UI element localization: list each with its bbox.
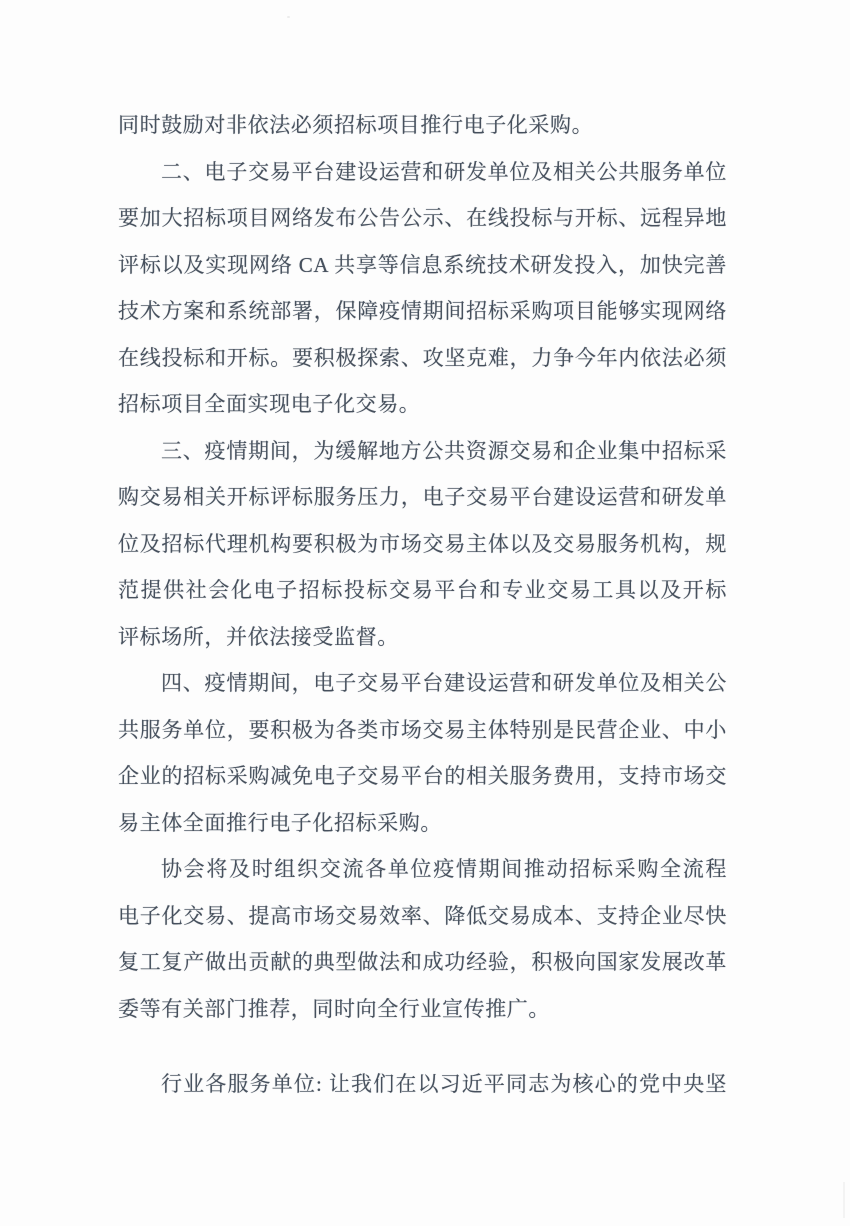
text-line: 电子化交易、提高市场交易效率、降低交易成本、支持企业尽快 [118,903,727,928]
text-line: 技术方案和系统部署，保障疫情期间招标采购项目能够实现网络 [118,299,727,323]
scan-artifact-streak [843,1182,845,1218]
text-line: 要加大招标项目网络发布公告公示、在线投标与开标、远程异地 [118,206,727,230]
text-line: 易主体全面推行电子化招标采购。 [118,810,442,835]
text-line: 范提供社会化电子招标投标交易平台和专业交易工具以及开标 [118,578,727,602]
text-line: 二、电子交易平台建设运营和研发单位及相关公共服务单位 [161,159,727,184]
text-line: 四、疫情期间，电子交易平台建设运营和研发单位及相关公 [161,671,727,695]
text-line: 委等有关部门推荐，同时向全行业宣传推广。 [118,996,550,1021]
document-body-text [118,102,727,1108]
text-line: 在线投标和开标。要积极探索、攻坚克难，力争今年内依法必须 [118,345,727,370]
text-line: 评标场所，并依法接受监督。 [118,624,399,649]
text-line: 招标项目全面实现电子化交易。 [118,392,421,416]
scan-artifact-dot [287,16,290,18]
text-line: 位及招标代理机构要积极为市场交易主体以及交易服务机构，规 [118,531,727,556]
text-line: 同时鼓励对非依法必须招标项目推行电子化采购。 [118,113,594,137]
text-line: 共服务单位，要积极为各类市场交易主体特别是民营企业、中小 [118,717,727,742]
text-line: 评标以及实现网络 CA 共享等信息系统技术研发投入，加快完善 [118,252,727,277]
text-line: 行业各服务单位: 让我们在以习近平同志为核心的党中央坚 [161,1072,727,1096]
text-line: 三、疫情期间，为缓解地方公共资源交易和企业集中招标采 [161,438,727,463]
text-line: 企业的招标采购减免电子交易平台的相关服务费用，支持市场交 [118,764,727,788]
text-line: 购交易相关开标评标服务压力，电子交易平台建设运营和研发单 [118,485,727,509]
text-line: 协会将及时组织交流各单位疫情期间推动招标采购全流程 [161,857,727,881]
text-line: 复工复产做出贡献的典型做法和成功经验，积极向国家发展改革 [118,950,727,974]
